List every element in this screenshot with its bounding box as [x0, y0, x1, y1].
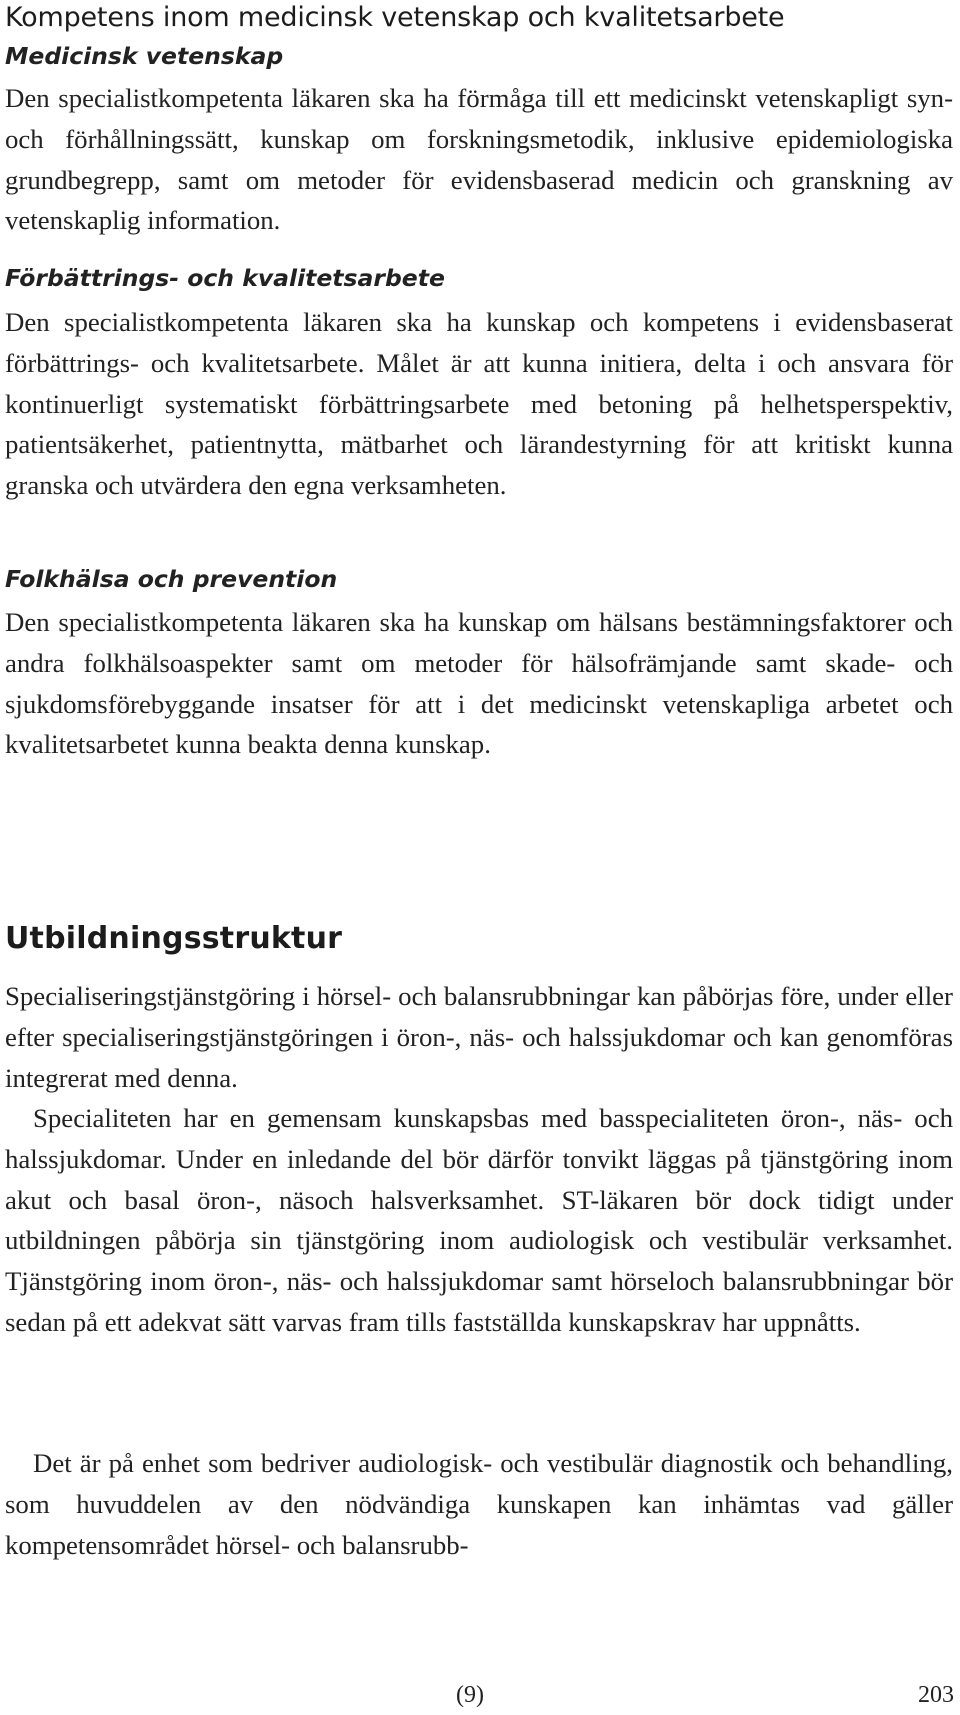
paragraph-quality-improvement: Den specialistkompetenta läkaren ska ha kunskap och kompetens i evidensbaserat förbättrings- och kvalitetsarbete. Målet är att kunna initiera, delta i och ansvara för kontinuerligt systematiskt förbättringsarbete med betoning på helhetsperspektiv, patientsäkerhet, patientnytta, mätbarhet och lärandestyrning för att kritiskt kunna granska och utvärdera den egna verksamheten.	[5, 307, 953, 501]
paragraph-training-2: Specialiteten har en gemensam kunskapsbas med basspecialiteten öron-, näs- och halssjukdomar. Under en inledande del bör därför tonvikt läggas på tjänstgöring inom akut och basal öron-, näsoch halsverksamhet. ST-läkaren bör dock tidigt under utbildningen påbörja sin tjänstgöring inom audiologisk och vestibulär verksamhet. Tjänstgöring inom öron-, näs- och halssjukdomar samt hörseloch balansrubbningar bör sedan på ett adekvat sätt varvas fram tills fastställda kunskapskrav har uppnåtts.	[5, 1103, 953, 1337]
subheading-public-health: Folkhälsa och prevention	[5, 565, 338, 593]
section-title-competence: Kompetens inom medicinsk vetenskap och kvalitetsarbete	[5, 2, 785, 33]
paragraph-medical-science: Den specialistkompetenta läkaren ska ha förmåga till ett medicinskt vetenskapligt syn- och förhållningssätt, kunskap om forskningsmetodik, inklusive epidemiologiska grundbegrepp, samt om metoder för evidensbaserad medicin och granskning av vetenskaplig information.	[5, 83, 953, 236]
section-title-training-structure: Utbildningsstruktur	[5, 921, 343, 956]
paragraph-public-health: Den specialistkompetenta läkaren ska ha kunskap om hälsans bestämningsfaktorer och andra folkhälsoaspekter samt om metoder för hälsofrämjande samt skade- och sjukdomsförebyggande insatser för att i det medicinskt vetenskapliga arbetet och kvalitetsarbetet kunna beakta denna kunskap.	[5, 607, 953, 760]
footer-section-number: (9)	[456, 1682, 484, 1708]
paragraph-training-1: Specialiseringstjänstgöring i hörsel- och balansrubbningar kan påbörjas före, under eller efter specialiseringstjänstgöringen i öron-, näs- och halssjukdomar och kan genomföras integrerat med denna.	[5, 981, 953, 1093]
paragraph-training-3: Det är på enhet som bedriver audiologisk- och vestibulär diagnostik och behandling, som huvuddelen av den nödvändiga kunskapen kan inhämtas vad gäller kompetensområdet hörsel- och balansrubb-	[5, 1448, 953, 1560]
subheading-medical-science: Medicinsk vetenskap	[5, 42, 284, 70]
subheading-quality-improvement: Förbättrings- och kvalitetsarbete	[5, 264, 445, 292]
footer-page-number: 203	[918, 1682, 954, 1708]
